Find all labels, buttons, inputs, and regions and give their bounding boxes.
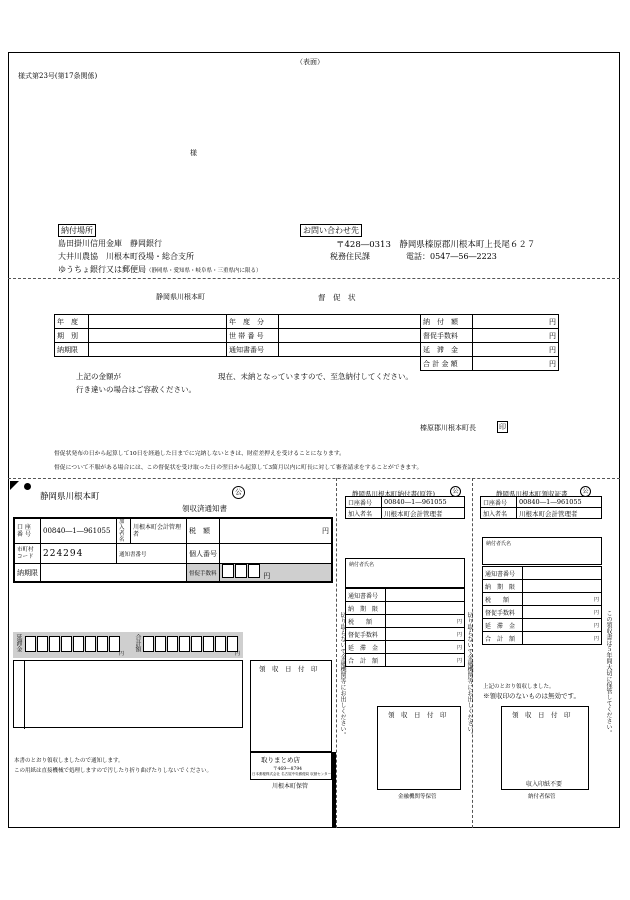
right-row-yen: 円 (523, 606, 602, 619)
payment-line-1: 島田掛川信用金庫 静岡銀行 (58, 239, 162, 248)
member-name-label: 加 入 者 名 (117, 518, 131, 544)
individual-number (220, 544, 333, 564)
total-digit (155, 636, 166, 652)
total-digit (203, 636, 214, 652)
mid-row-yen: 円 (386, 641, 465, 654)
notice-row-1-yen: 円 (473, 315, 559, 329)
mid-account-table (345, 496, 465, 519)
mid-stamp-label: 領 収 日 付 印 (388, 711, 447, 719)
receipt-stamp-box (250, 660, 332, 752)
total-digit (143, 636, 154, 652)
late-digit (61, 636, 72, 652)
notice-row-3-label-2: 通知書番号 (227, 343, 279, 357)
mid-amount-table (345, 588, 465, 667)
right-row-value (523, 567, 602, 580)
thick-bar (332, 752, 336, 828)
notice-table (54, 314, 559, 371)
notice-row-3-yen: 円 (473, 343, 559, 357)
notice-title: 督 促 状 (318, 293, 356, 302)
individual-number-label: 個人番号 (187, 544, 220, 564)
collection-center: 日本郵便株式会社 名古屋中央郵便局 収納センター (252, 772, 332, 776)
payment-line-3-note: （静岡県・愛知県・岐阜県・三重県内に限る） (146, 268, 262, 274)
mid-row-yen: 円 (386, 628, 465, 641)
right-public-mark: 公 (580, 486, 591, 497)
payment-line-3 (58, 264, 262, 275)
mid-row-label: 延 滞 金 (346, 641, 386, 654)
receipt-keep: 川根本町保管 (272, 783, 309, 790)
notice-row-2-label-3: 督促手数料 (421, 329, 473, 343)
mid-payer-label: 納付者氏名 (349, 562, 375, 568)
notice-sentence-1a: 上記の金額が (76, 372, 121, 381)
right-member-name: 川根本町会計管理者 (517, 508, 602, 519)
fee-digit-1 (222, 564, 234, 578)
receipt-town: 静岡県川根本町 (40, 491, 100, 501)
mid-public-mark: 公 (450, 486, 461, 497)
right-note-1: 上記のとおり領収しました。 (483, 684, 555, 690)
fee-label: 督促手数料 (187, 564, 220, 583)
mid-row-label: 税 額 (346, 615, 386, 628)
mid-account-label: 口座番号 (346, 497, 382, 508)
tax-yen: 円 (220, 518, 333, 544)
late-digit (85, 636, 96, 652)
right-payer-label: 納付者氏名 (486, 541, 512, 547)
notice-row-1-label-2: 年 度 分 (227, 315, 279, 329)
notice-sentence-2: 行き違いの場合はご容赦ください。 (76, 385, 196, 394)
total-digit (215, 636, 226, 652)
contact-address: 〒428―0313 静岡県榛原郡川根本町上長尾６２７ (336, 240, 536, 250)
right-account-number: 00840―1―961055 (517, 497, 602, 508)
mid-row-label: 通知書番号 (346, 589, 386, 602)
due-date-label: 納期限 (14, 564, 41, 583)
late-digit (49, 636, 60, 652)
notice-number-label: 通知書番号 (117, 544, 187, 564)
total-label: 合計額 (134, 634, 141, 652)
late-digit (73, 636, 84, 652)
contact-phone: 電話：0547―56―2223 (406, 252, 497, 261)
mid-account-number: 00840―1―961055 (382, 497, 465, 508)
notice-row-1-label-1: 年 度 (55, 315, 89, 329)
payment-place-label: 納付場所 (58, 224, 96, 237)
account-number: 00840―1―961055 (41, 518, 117, 544)
mid-row-value (386, 589, 465, 602)
payment-line-3-text: ゆうちょ銀行又は郵便局 (58, 265, 146, 274)
mid-title: 静岡県川根本町納付書(原符) (352, 490, 436, 498)
right-row-value (523, 580, 602, 593)
divider-left (336, 478, 337, 828)
receipt-table (13, 517, 333, 583)
right-account-table (480, 496, 602, 519)
total-boxes (143, 636, 239, 654)
contact-dept: 税務住民課 (330, 252, 370, 261)
side-label: （表面） (296, 58, 324, 66)
form-number: 様式第23号(第17条関係) (18, 72, 98, 80)
receipt-footer-2: この用紙は直接機械で処理しますので汚したり折り曲げたりしないでください。 (14, 768, 213, 774)
mid-row-label: 納 期 限 (346, 602, 386, 615)
cut-line-top (8, 278, 620, 279)
right-note-2: ※領収印のないものは無効です。 (483, 692, 580, 700)
mayor-name: 榛原郡川根本町長 (420, 424, 476, 432)
cut-line-middle (8, 478, 620, 479)
mid-row-yen: 円 (386, 615, 465, 628)
receipt-footer-1: 本書のとおり領収しましたので通知します。 (14, 758, 124, 764)
notice-row-1-value-2 (279, 315, 421, 329)
addressee-honorific: 様 (190, 149, 197, 157)
notice-row-2-yen: 円 (473, 329, 559, 343)
notice-row-3-value-2 (279, 343, 421, 357)
corner-mark (10, 481, 19, 490)
notice-row-4-blank (55, 357, 421, 371)
receipt-title: 領収済通知書 (182, 504, 227, 513)
contact-label: お問い合わせ先 (300, 224, 362, 237)
late-fee-label: 延滞金 (15, 634, 22, 652)
fee-digit-3 (248, 564, 260, 578)
public-mark: 公 (232, 486, 245, 499)
notice-row-2-label-2: 世 帯 番 号 (227, 329, 279, 343)
fee-boxes (220, 564, 333, 583)
right-payer-box (482, 537, 602, 565)
right-row-yen: 円 (523, 593, 602, 606)
mid-member-label: 加入者名 (346, 508, 382, 519)
right-stamp-label: 領 収 日 付 印 (512, 711, 571, 719)
fee-yen: 円 (263, 572, 271, 580)
mid-row-label: 合 計 額 (346, 654, 386, 667)
right-row-label: 税 額 (483, 593, 523, 606)
mid-row-label: 督促手数料 (346, 628, 386, 641)
notice-town: 静岡県川根本町 (156, 293, 205, 301)
late-digit (37, 636, 48, 652)
right-row-label: 督促手数料 (483, 606, 523, 619)
right-keep: 納付者保管 (528, 794, 556, 800)
city-code: 224294 (41, 544, 117, 564)
total-yen: 円 (235, 651, 241, 657)
cut-instruction-right: 切り取らないで金融機関等にお出しください。 (466, 612, 473, 738)
notice-row-2-label-1: 期 別 (55, 329, 89, 343)
fee-digit-2 (235, 564, 247, 578)
cut-instruction-left: 切り取らないで金融機関等にお出しください。 (339, 612, 346, 738)
notice-row-2-value-1 (89, 329, 227, 343)
right-account-label: 口座番号 (481, 497, 517, 508)
amount-strip (13, 632, 243, 658)
notice-row-3-label-1: 納期限 (55, 343, 89, 357)
right-title: 静岡県川根本町領収証書 (496, 490, 568, 498)
total-digit (167, 636, 178, 652)
right-row-label: 納 期 限 (483, 580, 523, 593)
mayor-seal: 印 (499, 423, 506, 431)
notice-row-2-value-2 (279, 329, 421, 343)
postal-code: 〒469―8794 (273, 767, 303, 772)
receipt-stamp-label: 領 収 日 付 印 (259, 665, 318, 673)
member-name: 川根本町会計管理者 (131, 518, 187, 544)
notice-note-2: 督促について不服がある場合には、この督促状を受け取った日の翌日から起算して3箇月以内に町長に対して審査請求をすることができます。 (54, 465, 423, 471)
right-row-label: 延 滞 金 (483, 619, 523, 632)
right-side-note: この領収書は５年間大切に保管してください。 (605, 610, 612, 736)
late-digit (25, 636, 36, 652)
right-row-label: 合 計 額 (483, 632, 523, 645)
bullet-mark (24, 483, 31, 490)
mid-member-name: 川根本町会計管理者 (382, 508, 465, 519)
notice-row-4-label-3: 合 計 金 額 (421, 357, 473, 371)
total-digit (179, 636, 190, 652)
payer-box (13, 660, 243, 728)
collection-box (250, 752, 332, 780)
tax-label: 税 額 (187, 518, 220, 544)
late-digit (97, 636, 108, 652)
notice-row-1-value-1 (89, 315, 227, 329)
mid-row-yen: 円 (386, 654, 465, 667)
notice-note-1: 督促状発布の日から起算して10日を経過した日までに完納しないときは、財産差押えを受けることになります。 (54, 451, 345, 457)
mid-stamp-box (377, 706, 461, 790)
mid-row-value (386, 602, 465, 615)
late-fee-boxes (25, 636, 121, 654)
notice-row-3-label-3: 延 滞 金 (421, 343, 473, 357)
right-stamp-box (501, 706, 589, 790)
mid-payer-box (345, 558, 465, 588)
payer-box-divider (24, 661, 25, 729)
mid-keep: 金融機関等保管 (398, 794, 437, 800)
total-digit (191, 636, 202, 652)
notice-row-1-label-3: 納 付 額 (421, 315, 473, 329)
notice-row-4-yen: 円 (473, 357, 559, 371)
right-row-yen: 円 (523, 619, 602, 632)
right-stamp-note: 収入印紙不要 (526, 781, 563, 788)
right-member-label: 加入者名 (481, 508, 517, 519)
payment-line-2: 大井川農協 川根本町役場・総合支所 (58, 252, 194, 261)
due-date (41, 564, 187, 583)
right-row-yen: 円 (523, 632, 602, 645)
account-number-label: 口 座 番 号 (14, 518, 41, 544)
right-amount-table (482, 566, 602, 645)
late-yen: 円 (119, 651, 125, 657)
collection-label: 取りまとめ店 (261, 756, 300, 764)
city-code-label: 市町村コード (14, 544, 41, 564)
notice-row-3-value-1 (89, 343, 227, 357)
notice-sentence-1b: 現在、未納となっていますので、至急納付してください。 (218, 372, 413, 381)
right-row-label: 通知書番号 (483, 567, 523, 580)
